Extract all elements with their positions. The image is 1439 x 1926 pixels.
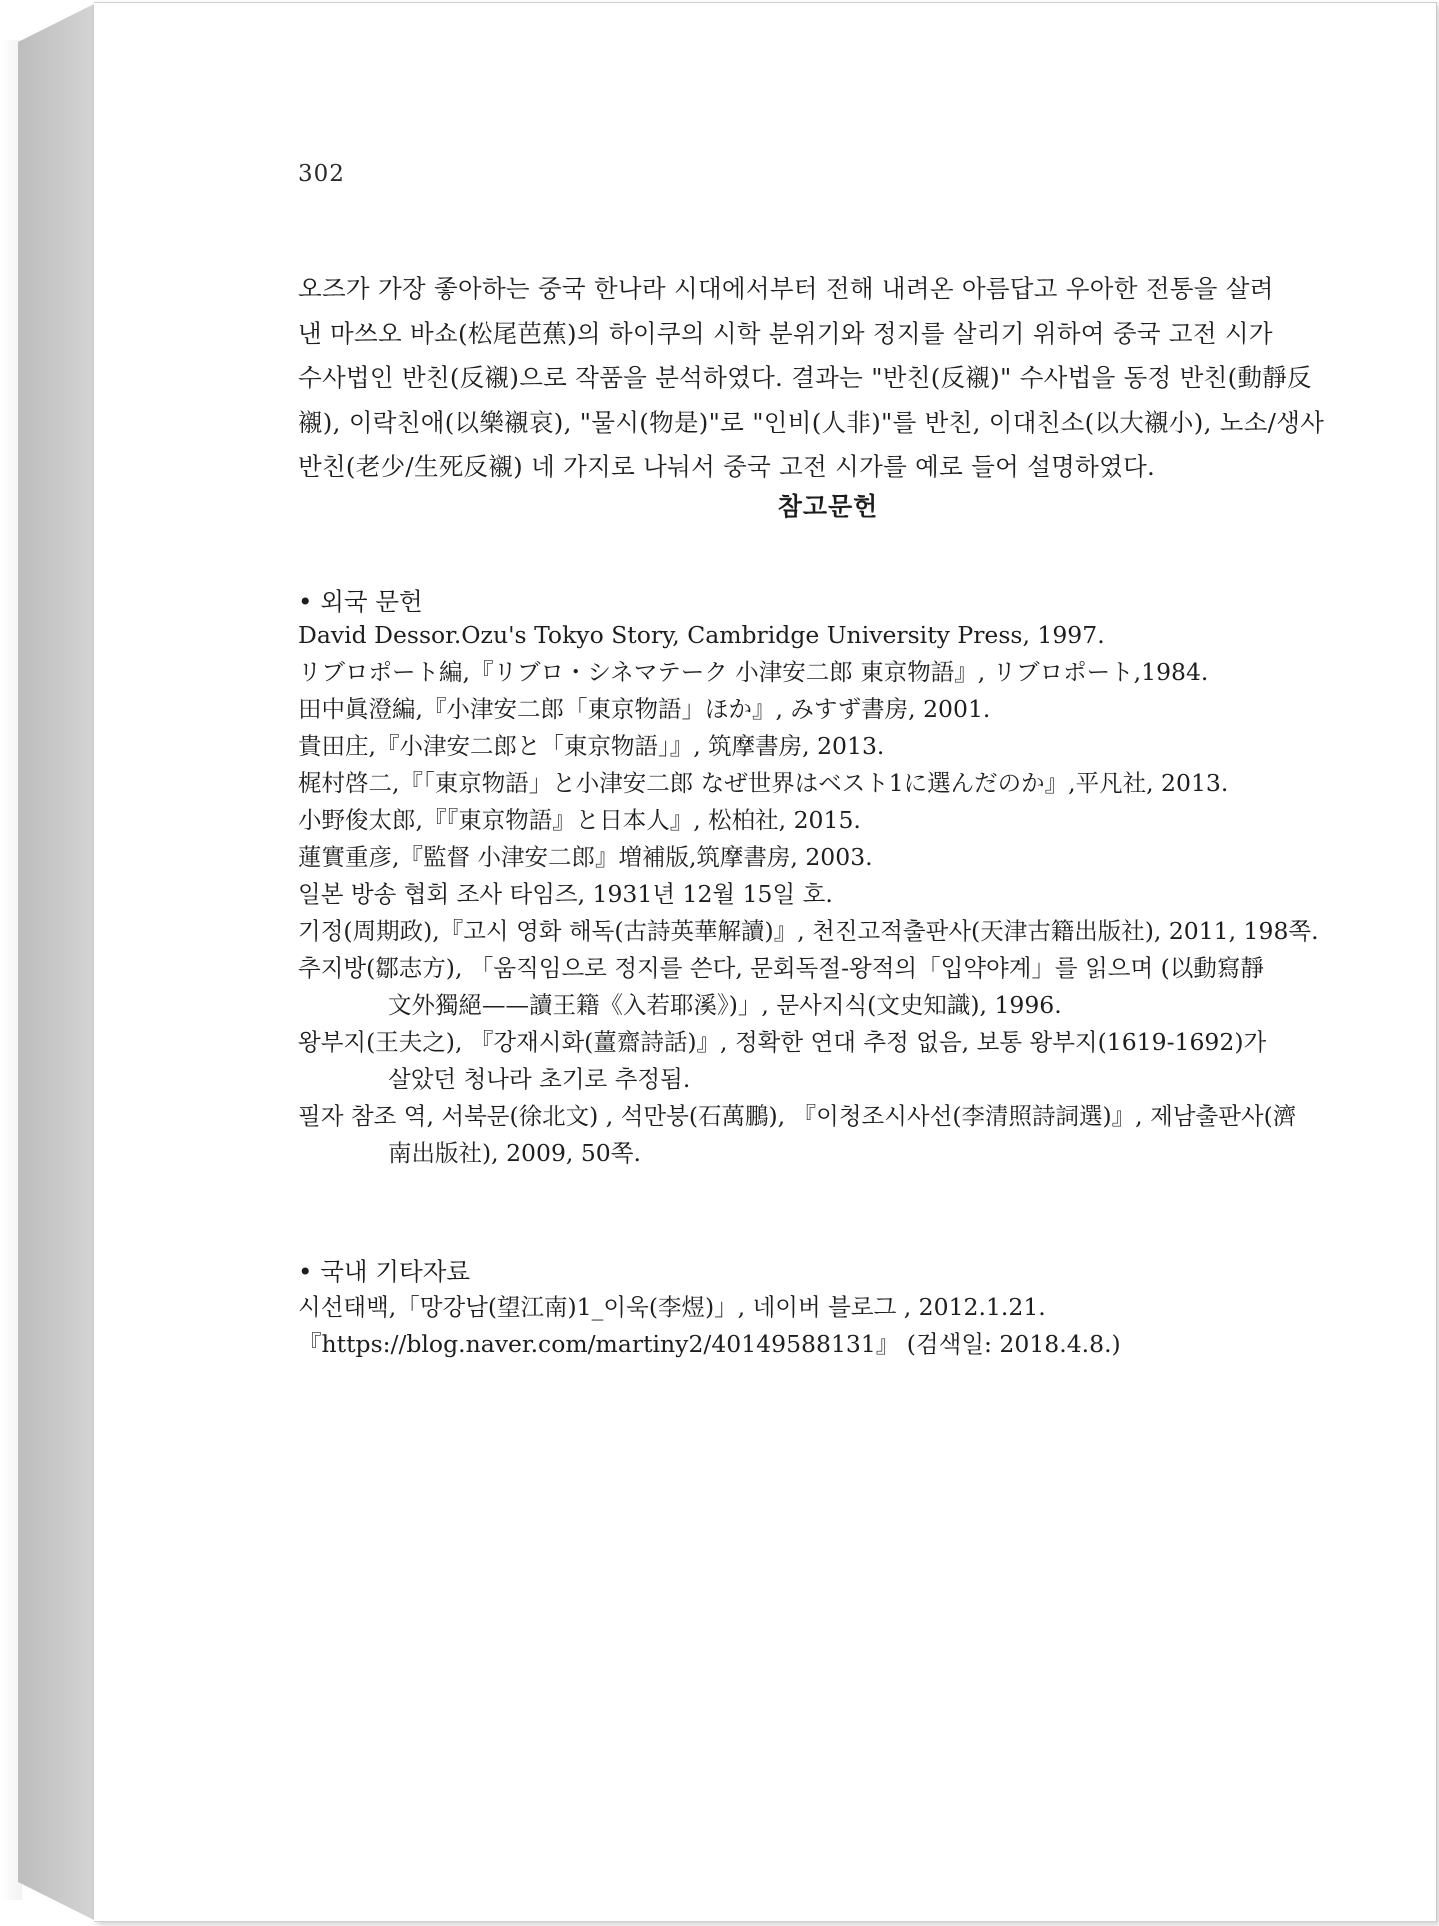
book-page <box>94 2 1437 1922</box>
reference-item <box>298 1098 1358 1172</box>
abstract-line: 반친(老少/生死反襯) 네 가지로 나눠서 중국 고전 시가를 예로 들어 설명하였다. <box>298 452 1156 481</box>
page-number: 302 <box>298 161 345 187</box>
abstract-line: 襯), 이락친애(以樂襯哀), "물시(物是)"로 "인비(人非)"를 반친, 이대친소(以大襯小), 노소/생사 <box>298 407 1325 437</box>
reference-text: 田中眞澄編,『小津安二郎「東京物語」ほか』, みすず書房, 2001. <box>298 695 991 723</box>
reference-text: 왕부지(王夫之), 『강재시화(薑齋詩話)』, 정확한 연대 추정 없음, 보통 왕부지(1619-1692)가 <box>298 1028 1267 1056</box>
reference-item <box>298 1326 1358 1363</box>
reference-text: 시선태백,「망강남(望江南)1_이욱(李煜)」, 네이버 블로그 , 2012.1.21. <box>298 1293 1046 1321</box>
reference-continuation: 살았던 청나라 초기로 추정됨. <box>388 1065 691 1093</box>
domestic-references-list <box>298 1289 1358 1363</box>
foreign-references-list <box>298 617 1358 1172</box>
reference-item <box>298 765 1358 802</box>
reference-item <box>298 617 1358 654</box>
reference-text: 필자 참조 역, 서북문(徐北文) , 석만붕(石萬鵬), 『이청조시사선(李清照詩詞選)』, 제남출판사(濟 <box>298 1102 1297 1130</box>
reference-continuation: 文外獨絕——讀王籍《入若耶溪》)」, 문사지식(文史知識), 1996. <box>388 991 1062 1019</box>
reference-item <box>298 691 1358 728</box>
reference-text: David Dessor.Ozu's Tokyo Story, Cambridge University Press, 1997. <box>298 621 1105 649</box>
reference-text: 『https://blog.naver.com/martiny2/40149588131』 (검색일: 2018.4.8.) <box>298 1330 1121 1358</box>
reference-text: 추지방(鄒志方), 「움직임으로 정지를 쓴다, 문회독절-왕적의「입약야계」를 읽으며 (以動寫靜 <box>298 954 1264 982</box>
abstract-line: 오즈가 가장 좋아하는 중국 한나라 시대에서부터 전해 내려온 아름답고 우아한 전통을 살려 <box>298 274 1274 303</box>
reference-item <box>298 654 1358 691</box>
reference-item <box>298 950 1358 1024</box>
references-heading: 참고문헌 <box>777 492 879 521</box>
reference-text: 蓮實重彦,『監督 小津安二郎』増補版,筑摩書房, 2003. <box>298 843 873 871</box>
abstract-paragraph <box>298 267 1358 490</box>
reference-text: 小野俊太郎,『『東京物語』と日本人』, 松柏社, 2015. <box>298 806 861 834</box>
reference-item <box>298 1024 1358 1098</box>
reference-item <box>298 839 1358 876</box>
reference-continuation: 南出版社), 2009, 50쪽. <box>388 1139 641 1167</box>
reference-item <box>298 876 1358 913</box>
reference-text: 기정(周期政),『고시 영화 해독(古詩英華解讀)』, 천진고적출판사(天津古籍出版社), 2011, 198쪽. <box>298 917 1319 945</box>
reference-text: 梶村啓二,『「東京物語」と小津安二郎 なぜ世界はベスト1に選んだのか』,平凡社, 2013. <box>298 769 1229 797</box>
book-spine <box>18 4 94 1920</box>
reference-item <box>298 913 1358 950</box>
abstract-line: 수사법인 반친(反襯)으로 작품을 분석하였다. 결과는 "반친(反襯)" 수사법을 동정 반친(動靜反 <box>298 363 1312 392</box>
foreign-references-label: • 외국 문헌 <box>298 587 423 616</box>
domestic-references-label: • 국내 기타자료 <box>298 1257 471 1286</box>
reference-text: 貴田庄,『小津安二郎と「東京物語」』, 筑摩書房, 2013. <box>298 732 885 760</box>
abstract-line: 낸 마쓰오 바쇼(松尾芭蕉)의 하이쿠의 시학 분위기와 정지를 살리기 위하여 중국 고전 시가 <box>298 318 1273 348</box>
reference-text: リブロポート編,『リブロ・シネマテーク 小津安二郎 東京物語』, リブロポート,1984. <box>298 658 1209 686</box>
reference-item <box>298 728 1358 765</box>
reference-item <box>298 802 1358 839</box>
reference-item <box>298 1289 1358 1326</box>
reference-text: 일본 방송 협회 조사 타임즈, 1931년 12월 15일 호. <box>298 880 833 908</box>
